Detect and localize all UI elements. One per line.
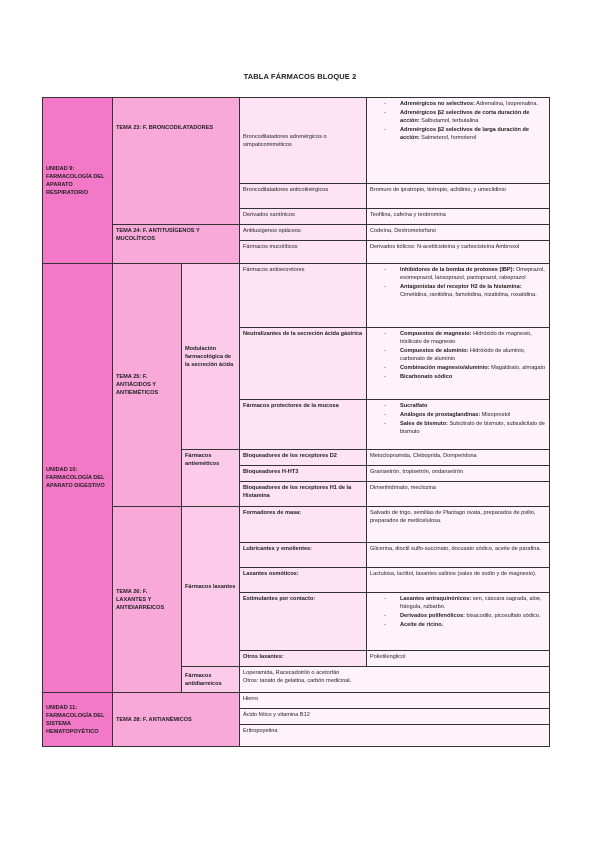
category-cell: Lubricantes y emolientes: [240, 543, 367, 568]
category-cell: Neutralizantes de la secreción ácida gástrica [240, 328, 367, 400]
tema-25-cell: TEMA 25: F. ANTIÁCIDOS Y ANTIEMÉTICOS [113, 264, 182, 507]
drugs-cell: Derivados tiólicos: N-acetilcisteína y carbocisteína Ambroxol [367, 241, 550, 264]
list-item: - Adrenérgicos β2 selectivos de corta duración de acción: Salbutamol, terbutalina [390, 109, 546, 125]
drugs-cell: Glicerina, dioctil sulfo-succinato, docusato sódico, aceite de parafina. [367, 543, 550, 568]
list-item: - Compuestos de magnesio: Hidróxido de magnesio, trisilicato de magnesio [390, 330, 546, 346]
list-item: - Antagonistas del receptor H2 de la histamina: Cimetidina, ranitidina, famotidina, nizatidina, roxatidina. [390, 283, 546, 299]
list-item: - Laxantes antraquinónicos: sen, cáscara sagrada, aloe, frángula, ruibarbo. [390, 595, 546, 611]
list-item: - Sucralfato [390, 402, 546, 410]
table-row [43, 693, 550, 709]
category-cell: Fármacos protectores de la mucosa [240, 400, 367, 450]
category-cell: Broncodilatadores anticolinérgicos [240, 184, 367, 209]
list-item: - Adrenérgicos no selectivos: Adrenalina, Isoprenalina. [390, 100, 546, 108]
list-item: - Bicarbonato sódico [390, 373, 546, 381]
table-row [43, 225, 550, 241]
table-row [43, 98, 550, 184]
drugs-cell: Hierro [240, 693, 550, 709]
category-cell: Bloqueadores de los receptores H1 de la Histamina [240, 482, 367, 507]
category-cell: Formadores de masa: [240, 507, 367, 543]
drugs-cell: Polietilenglicol [367, 651, 550, 667]
list-item: - Análogos de prostaglandinas: Misoprostol [390, 411, 546, 419]
modulacion-cell: Modulación farmacológica de la secreción ácida [182, 264, 240, 450]
antiemeticos-cell: Fármacos antieméticos [182, 450, 240, 507]
drugs-cell: Ácido fólico y vitamina B12 [240, 709, 550, 725]
list-item: - Compuestos de aluminio: Hidróxido de aluminio, carbonato de aluminio [390, 347, 546, 363]
list-item: - Derivados polifenólicos: bisacodilo, picosulfato sódico. [390, 612, 546, 620]
drugs-cell: Dimenhidrinato, meclozina [367, 482, 550, 507]
laxantes-cell: Fármacos laxantes [182, 507, 240, 667]
table-row [43, 264, 550, 328]
category-cell: Derivados xantínicos [240, 209, 367, 225]
category-cell: Estimulantes por contacto: [240, 593, 367, 651]
drugs-cell: Eritropoyetina [240, 725, 550, 747]
drugs-cell [367, 328, 550, 400]
tema-28-cell: TEMA 28: F. ANTIANÉMICOS [113, 693, 240, 747]
category-cell: Fármacos mucolíticos [240, 241, 367, 264]
list-item: - Inhibidores de la bomba de protones (IBP): Omeprazol, esomeprazol, lansoprazol, pantoprazol, rabeprazol [390, 266, 546, 282]
drug-line: Loperamida, Racecadotrilo o acetorfán [243, 670, 340, 676]
drugs-cell [367, 98, 550, 184]
category-cell: Fármacos antisecretores [240, 264, 367, 328]
tema-26-cell: TEMA 26: F. LAXANTES Y ANTIDIARREICOS [113, 507, 182, 693]
unit-9-cell: UNIDAD 9: FARMACOLOGÍA DEL APARATO RESPIRATORIO [43, 98, 113, 264]
category-cell: Otros laxantes: [240, 651, 367, 667]
drug-table [42, 97, 550, 747]
drugs-cell [367, 400, 550, 450]
category-cell: Broncodilatadores adrenérgicos o simpaticomiméticos [240, 98, 367, 184]
category-cell: Bloqueadores H-HT3 [240, 466, 367, 482]
drug-line: Otros: tanato de gelatina, carbón medicinal. [243, 678, 352, 684]
category-cell: Bloqueadores de los receptores D2 [240, 450, 367, 466]
unit-11-cell: UNIDAD 11: FARMACOLOGÍA DEL SISTEMA HEMATOPOYÉTICO [43, 693, 113, 747]
drugs-cell [367, 593, 550, 651]
drugs-cell: Lactulosa, lactitol, laxantes salinos (sales de sodio y de magnesio). [367, 568, 550, 593]
drugs-cell: Granisetrón, tropisetrón, ondansetrón [367, 466, 550, 482]
drugs-cell: Bromuro de ipratropio, tiotropio, aclidinio, y umeclidinio [367, 184, 550, 209]
drugs-cell [240, 667, 550, 693]
tema-24-cell: TEMA 24: F. ANTITUSÍGENOS Y MUCOLÍTICOS [113, 225, 240, 264]
antidiarreicos-cell: Fármacos antidiarreicos [182, 667, 240, 693]
list-item: - Sales de bismuto: Subcitrato de bismuto, subsalicilato de bismuto [390, 420, 546, 436]
table-row [43, 507, 550, 543]
drugs-cell [367, 264, 550, 328]
drugs-cell: Metoclopramida, Cleboprida, Domperidona [367, 450, 550, 466]
list-item: - Combinación magnesio/aluminio: Magaldrato, almagato [390, 364, 546, 372]
list-item: - Adrenérgicos β2 selectivos de larga duración de acción: Salmeterol, formoterol [390, 126, 546, 142]
category-cell: Antitusígenos opiáceos [240, 225, 367, 241]
drugs-cell: Codeína, Dextrometorfano [367, 225, 550, 241]
list-item: - Aceite de ricino. [390, 621, 546, 629]
drugs-cell: Salvado de trigo, semillas de Plantago ovata, preparados de psilio, preparados de metilcelulosa. [367, 507, 550, 543]
tema-23-cell: TEMA 23: F. BRONCODILATADORES [113, 98, 240, 225]
category-cell: Laxantes osmóticos: [240, 568, 367, 593]
unit-10-cell: UNIDAD 10: FARMACOLOGÍA DEL APARATO DIGESTIVO [43, 264, 113, 693]
drugs-cell: Teofilina, cafeína y teobromina [367, 209, 550, 225]
page-title: TABLA FÁRMACOS BLOQUE 2 [243, 72, 357, 81]
